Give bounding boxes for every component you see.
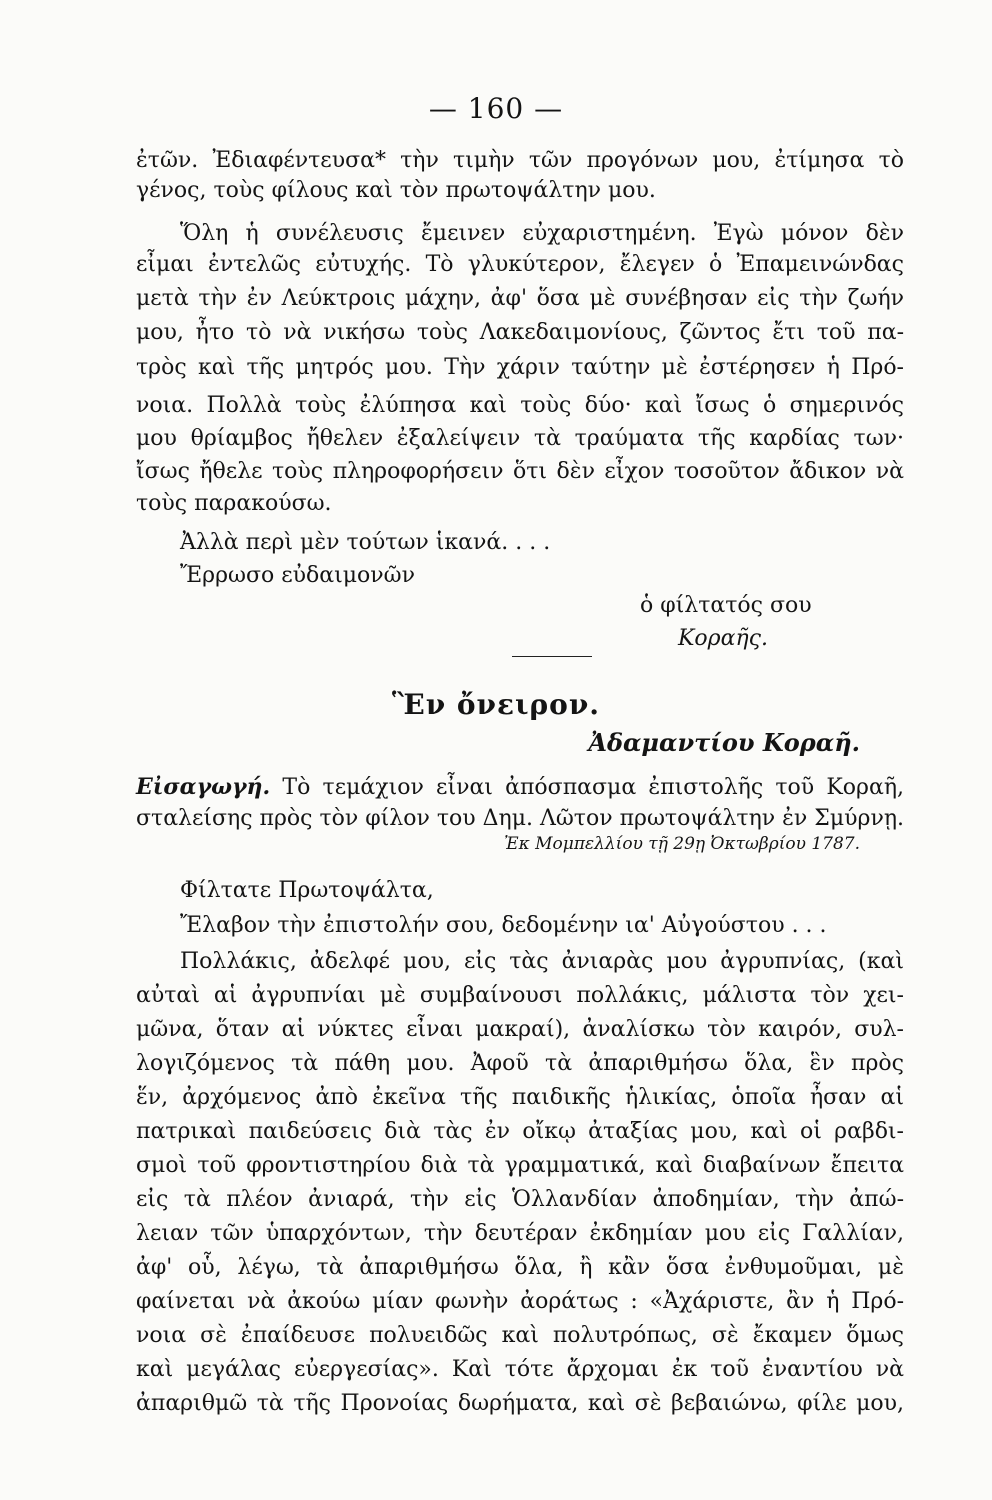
text-line: πατρικαὶ παιδεύσεις διὰ τὰς ἐν οἴκῳ ἀταξίας μου, καὶ οἱ ραβδι- — [136, 1119, 904, 1144]
text-line: καὶ μεγάλας εὐεργεσίας». Καὶ τότε ἄρχομαι ἐκ τοῦ ἐναντίου νὰ — [136, 1357, 904, 1382]
text-line: νοια. Πολλὰ τοὺς ἐλύπησα καὶ τοὺς δύο· καὶ ἴσως ὁ σημερινός — [136, 393, 904, 418]
intro-line: σταλείσης πρὸς τὸν φίλον του Δημ. Λῶτον πρωτοψάλτην ἐν Σμύρνῃ. — [136, 806, 904, 831]
text-line: ἴσως ἤθελε τοὺς πληροφορήσειν ὅτι δὲν εἶχον τοσοῦτον ἄδικον νὰ — [136, 459, 904, 484]
section-author: Ἀδαμαντίου Κοραῆ. — [588, 728, 860, 757]
section-divider — [512, 656, 592, 657]
text-line: ἀπαριθμῶ τὰ τῆς Προνοίας δωρήματα, καὶ σὲ βεβαιώνω, φίλε μου, — [136, 1391, 904, 1416]
text-line: Πολλάκις, ἀδελφέ μου, εἰς τὰς ἀνιαρὰς μου ἀγρυπνίας, (καὶ — [180, 949, 904, 974]
text-line: γένος, τοὺς φίλους καὶ τὸν πρωτοψάλτην μου. — [136, 178, 656, 203]
intro-line — [136, 772, 904, 803]
text-line: μετὰ τὴν ἐν Λεύκτροις μάχην, ἀφ' ὅσα μὲ συνέβησαν εἰς τὴν ζωήν — [136, 286, 904, 311]
section-heading: Ἓν ὄνειρον. — [391, 688, 601, 721]
text-line: εἰς τὰ πλέον ἀνιαρά, τὴν εἰς Ὁλλανδίαν ἀποδημίαν, τὴν ἀπώ- — [136, 1187, 904, 1212]
closing-line: Ἀλλὰ περὶ μὲν τούτων ἱκανά. . . . — [180, 530, 551, 555]
text-line: ἐτῶν. Ἐδιαφέντευσα* τὴν τιμὴν τῶν προγόνων μου, ἐτίμησα τὸ — [136, 148, 904, 173]
intro-label: Εἰσαγωγή. — [136, 774, 271, 800]
text-line: τοὺς παρακούσω. — [136, 491, 332, 516]
salutation: Φίλτατε Πρωτοψάλτα, — [180, 878, 434, 903]
text-line: αὐταὶ αἱ ἀγρυπνίαι μὲ συμβαίνουσι πολλάκις, μάλιστα τὸν χει- — [136, 983, 904, 1008]
text-line: λειαν τῶν ὑπαρχόντων, τὴν δευτέραν ἐκδημίαν μου εἰς Γαλλίαν, — [136, 1221, 904, 1246]
signature-name: Κοραῆς. — [678, 626, 768, 651]
text-line: σμοὶ τοῦ φροντιστηρίου διὰ τὰ γραμματικά, καὶ διαβαίνων ἔπειτα — [136, 1153, 904, 1178]
text-line: ἀφ' οὗ, λέγω, τὰ ἀπαριθμήσω ὅλα, ἢ κἂν ὅσα ἐνθυμοῦμαι, μὲ — [136, 1255, 904, 1280]
text-line: εἶμαι ἐντελῶς εὐτυχής. Τὸ γλυκύτερον, ἔλεγεν ὁ Ἐπαμεινώνδας — [136, 252, 904, 277]
intro-text: Τὸ τεμάχιον εἶναι ἀπόσπασμα ἐπιστολῆς τοῦ Κοραῆ, — [282, 775, 904, 800]
page-number: — 160 — — [428, 92, 564, 125]
text-line: μου θρίαμβος ἤθελεν ἐξαλείψειν τὰ τραύματα τῆς καρδίας των· — [136, 426, 904, 451]
text-line: ἕν, ἀρχόμενος ἀπὸ ἐκεῖνα τῆς παιδικῆς ἡλικίας, ὁποῖα ἦσαν αἱ — [136, 1085, 904, 1110]
closing-line: Ἔρρωσο εὐδαιμονῶν — [180, 563, 415, 588]
text-line: Ὅλη ἡ συνέλευσις ἔμεινεν εὐχαριστημένη. Ἐγὼ μόνον δὲν — [180, 221, 904, 246]
text-line: φαίνεται νὰ ἀκούω μίαν φωνὴν ἀοράτως : «Ἀχάριστε, ἂν ἡ Πρό- — [136, 1289, 904, 1314]
text-line: νοια σὲ ἐπαίδευσε πολυειδῶς καὶ πολυτρόπως, σὲ ἔκαμεν ὅμως — [136, 1323, 904, 1348]
text-line: μῶνα, ὅταν αἱ νύκτες εἶναι μακραί), ἀναλίσκω τὸν καιρόν, συλ- — [136, 1017, 904, 1042]
letter-source: Ἐκ Μομπελλίου τῇ 29ῃ Ὀκτωβρίου 1787. — [504, 834, 860, 854]
text-line: μου, ἦτο τὸ νὰ νικήσω τοὺς Λακεδαιμονίους, ζῶντος ἔτι τοῦ πα- — [136, 320, 904, 345]
text-line: τρὸς καὶ τῆς μητρός μου. Τὴν χάριν ταύτην μὲ ἐστέρησεν ἡ Πρό- — [136, 355, 904, 380]
text-line: λογιζόμενος τὰ πάθη μου. Ἀφοῦ τὰ ἀπαριθμήσω ὅλα, ἓν πρὸς — [136, 1051, 904, 1076]
text-line: Ἔλαβον τὴν ἐπιστολήν σου, δεδομένην ια' Αὐγούστου . . . — [180, 913, 827, 938]
signature-title: ὁ φίλτατός σου — [640, 593, 812, 618]
